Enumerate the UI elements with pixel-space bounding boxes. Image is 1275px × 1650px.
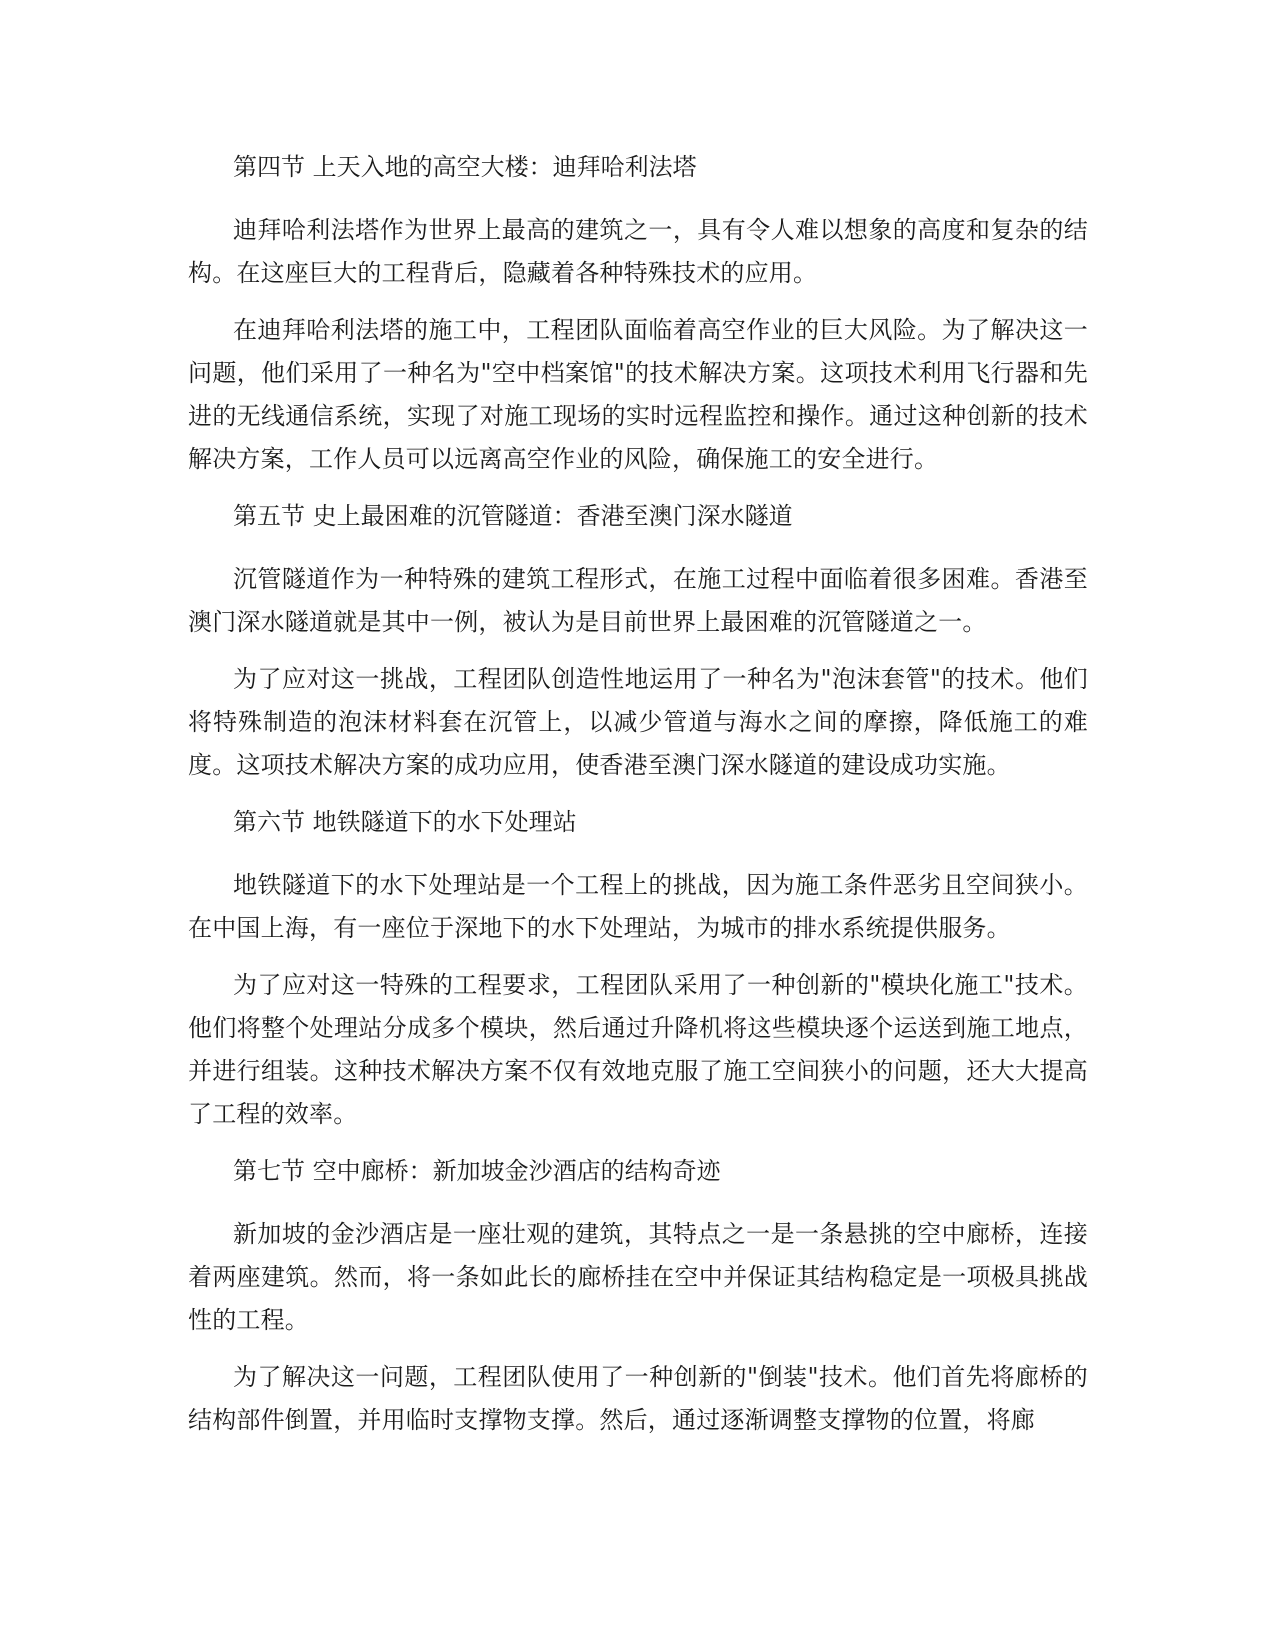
section-heading: 第七节 空中廊桥：新加坡金沙酒店的结构奇迹 (233, 1157, 721, 1185)
paragraph: 为了应对这一特殊的工程要求，工程团队采用了一种创新的"模块化施工"技术。他们将整个处理站分成多个模块，然后通过升降机将这些模块逐个运送到施工地点，并进行组装。这种技术解决方案不仅有效地克服了施工空间狭小的问题，还大大提高了工程的效率。 (188, 971, 1088, 1128)
paragraph: 沉管隧道作为一种特殊的建筑工程形式，在施工过程中面临着很多困难。香港至澳门深水隧道就是其中一例，被认为是目前世界上最困难的沉管隧道之一。 (188, 565, 1088, 636)
document-page (188, 146, 1088, 1456)
section-6 (188, 801, 1088, 1136)
section-5 (188, 495, 1088, 787)
section-4 (188, 146, 1088, 481)
paragraph: 在迪拜哈利法塔的施工中，工程团队面临着高空作业的巨大风险。为了解决这一问题，他们采用了一种名为"空中档案馆"的技术解决方案。这项技术利用飞行器和先进的无线通信系统，实现了对施工现场的实时远程监控和操作。通过这种创新的技术解决方案，工作人员可以远离高空作业的风险，确保施工的安全进行。 (188, 316, 1088, 473)
paragraph: 地铁隧道下的水下处理站是一个工程上的挑战，因为施工条件恶劣且空间狭小。在中国上海，有一座位于深地下的水下处理站，为城市的排水系统提供服务。 (188, 871, 1088, 942)
paragraph: 为了应对这一挑战，工程团队创造性地运用了一种名为"泡沫套管"的技术。他们将特殊制造的泡沫材料套在沉管上，以减少管道与海水之间的摩擦，降低施工的难度。这项技术解决方案的成功应用，使香港至澳门深水隧道的建设成功实施。 (188, 665, 1088, 779)
section-heading: 第五节 史上最困难的沉管隧道：香港至澳门深水隧道 (233, 502, 793, 530)
paragraph: 为了解决这一问题，工程团队使用了一种创新的"倒装"技术。他们首先将廊桥的结构部件倒置，并用临时支撑物支撑。然后，通过逐渐调整支撑物的位置，将廊 (188, 1363, 1088, 1434)
paragraph: 新加坡的金沙酒店是一座壮观的建筑，其特点之一是一条悬挑的空中廊桥，连接着两座建筑。然而，将一条如此长的廊桥挂在空中并保证其结构稳定是一项极具挑战性的工程。 (188, 1220, 1088, 1334)
section-7 (188, 1150, 1088, 1442)
paragraph: 迪拜哈利法塔作为世界上最高的建筑之一，具有令人难以想象的高度和复杂的结构。在这座巨大的工程背后，隐藏着各种特殊技术的应用。 (188, 216, 1088, 287)
section-heading: 第六节 地铁隧道下的水下处理站 (233, 808, 577, 836)
section-heading: 第四节 上天入地的高空大楼：迪拜哈利法塔 (233, 153, 697, 181)
